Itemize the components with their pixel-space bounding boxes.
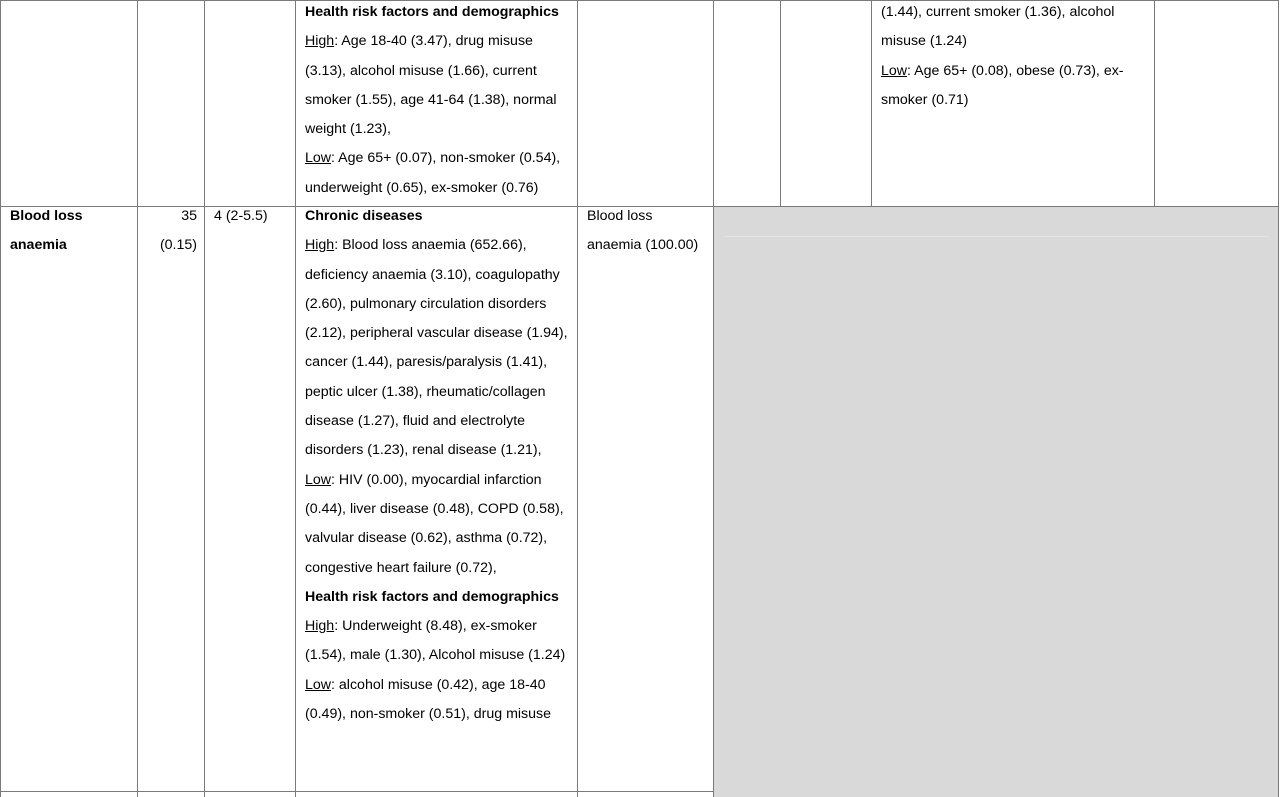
risk-factors-heading: Health risk factors and demographics	[305, 4, 559, 20]
condition-name: Blood loss anaemia	[10, 208, 83, 254]
grid-line	[0, 0, 1, 797]
col8-text: (1.44), current smoker (1.36), alcohol misuse (1.24)	[881, 4, 1115, 50]
high-label: High	[305, 33, 335, 50]
low-text: : HIV (0.00), myocardial infarction (0.44), liver disease (0.48), COPD (0.58), valvular disease (0.62), asthma (0.72), congestive heart failure (0.72),	[305, 471, 564, 576]
risk-factors-high	[305, 27, 573, 144]
low-label: Low	[305, 676, 332, 693]
grid-line	[780, 0, 781, 207]
chronic-high	[305, 231, 571, 465]
condition-name-cell	[10, 202, 130, 261]
grid-line	[577, 0, 578, 797]
condition-percent-cell	[587, 202, 709, 261]
condition-percent: Blood loss anaemia (100.00)	[587, 208, 699, 254]
high-text: : Blood loss anaemia (652.66), deficiency anaemia (3.10), coagulopathy (2.60), pulmonary circulation disorders (2.12), peripheral vascular disease (1.94), cancer (1.44), paresis/paralysis (1.41), peptic ulcer (1.38), rheumatic/collagen disease (1.27), fluid and electrolyte disorders (1.23), renal disease (1.21),	[305, 237, 568, 459]
low-label: Low	[305, 150, 332, 167]
chronic-diseases-heading: Chronic diseases	[305, 208, 423, 224]
risk-factors-low	[305, 144, 573, 203]
grid-line	[137, 0, 138, 797]
low-text: : Age 65+ (0.07), non-smoker (0.54), underweight (0.65), ex-smoker (0.76)	[305, 150, 561, 196]
low-label: Low	[881, 62, 908, 79]
low-text: : alcohol misuse (0.42), age 18-40 (0.49), non-smoker (0.51), drug misuse	[305, 676, 552, 723]
count-cell	[140, 202, 197, 261]
shaded-faint-line	[724, 236, 1269, 237]
median-cell	[214, 202, 294, 231]
low-label: Low	[305, 471, 332, 488]
col8-low	[881, 57, 1149, 116]
chronic-low	[305, 466, 571, 583]
low-text: : Age 65+ (0.08), obese (0.73), ex-smoker (0.71)	[881, 62, 1124, 108]
high-text: : Age 18-40 (3.47), drug misuse (3.13), alcohol misuse (1.66), current smoker (1.55), age 41-64 (1.38), normal weight (1.23),	[305, 33, 557, 138]
prev-row-col8-cell	[881, 0, 1149, 115]
risk-factors-heading: Health risk factors and demographics	[305, 588, 559, 605]
risk-factors-low	[305, 671, 571, 730]
high-label: High	[305, 618, 335, 635]
risk-factors-high	[305, 612, 571, 671]
high-text: : Underweight (8.48), ex-smoker (1.54), male (1.30), Alcohol misuse (1.24)	[305, 618, 566, 664]
count-percent: (0.15)	[159, 237, 197, 254]
high-label: High	[305, 237, 335, 254]
grid-line	[0, 791, 714, 792]
grid-line	[713, 0, 714, 797]
grid-line	[295, 0, 296, 797]
count-value: 35	[181, 208, 197, 224]
shaded-empty-region	[714, 207, 1279, 797]
prev-row-risk-factors-cell	[305, 0, 573, 203]
associations-cell	[305, 202, 571, 729]
grid-line	[204, 0, 205, 797]
grid-line	[1278, 0, 1279, 797]
median-value: 4 (2-5.5)	[214, 208, 268, 224]
grid-line	[871, 0, 872, 207]
grid-line	[1154, 0, 1155, 207]
